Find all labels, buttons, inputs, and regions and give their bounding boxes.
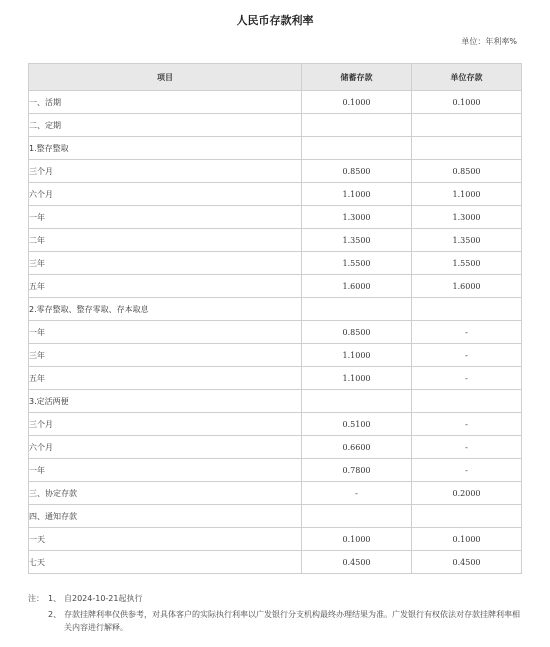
corporate-rate: - [412, 436, 522, 459]
notes-label: 注： [28, 594, 44, 603]
row-label: 七天 [29, 551, 302, 574]
row-label: 五年 [29, 367, 302, 390]
row-label: 三、协定存款 [29, 482, 302, 505]
table-row [29, 252, 522, 275]
table-row [29, 505, 522, 528]
row-label: 二、定期 [29, 114, 302, 137]
table-row [29, 137, 522, 160]
corporate-rate: 1.3500 [412, 229, 522, 252]
savings-rate: 1.1000 [302, 367, 412, 390]
corporate-rate: 0.2000 [412, 482, 522, 505]
row-label: 2.零存整取、整存零取、存本取息 [29, 298, 302, 321]
savings-rate: 0.4500 [302, 551, 412, 574]
row-label: 四、通知存款 [29, 505, 302, 528]
row-label: 三年 [29, 344, 302, 367]
table-row [29, 482, 522, 505]
corporate-rate [412, 390, 522, 413]
row-label: 1.整存整取 [29, 137, 302, 160]
row-label: 二年 [29, 229, 302, 252]
corporate-rate [412, 137, 522, 160]
savings-rate [302, 137, 412, 160]
page-title: 人民币存款利率 [236, 14, 314, 27]
row-label: 五年 [29, 275, 302, 298]
savings-rate: 1.1000 [302, 183, 412, 206]
savings-rate: 1.6000 [302, 275, 412, 298]
header-savings: 储蓄存款 [302, 64, 412, 91]
table-row [29, 183, 522, 206]
savings-rate: 0.1000 [302, 528, 412, 551]
savings-rate: - [302, 482, 412, 505]
row-label: 三个月 [29, 160, 302, 183]
row-label: 六个月 [29, 436, 302, 459]
savings-rate [302, 114, 412, 137]
row-label: 一年 [29, 321, 302, 344]
row-label: 三年 [29, 252, 302, 275]
note-number: 2、 [48, 610, 62, 619]
savings-rate [302, 298, 412, 321]
corporate-rate: - [412, 459, 522, 482]
savings-rate: 0.1000 [302, 91, 412, 114]
corporate-rate [412, 298, 522, 321]
row-label: 六个月 [29, 183, 302, 206]
corporate-rate: 0.4500 [412, 551, 522, 574]
corporate-rate [412, 114, 522, 137]
corporate-rate: 1.1000 [412, 183, 522, 206]
row-label: 一年 [29, 206, 302, 229]
savings-rate: 1.3000 [302, 206, 412, 229]
corporate-rate: - [412, 367, 522, 390]
row-label: 3.定活两便 [29, 390, 302, 413]
note-number: 1、 [48, 594, 62, 603]
deposit-rate-table [28, 63, 522, 574]
notes-section [28, 592, 522, 634]
corporate-rate: - [412, 413, 522, 436]
corporate-rate: 1.5500 [412, 252, 522, 275]
savings-rate: 0.7800 [302, 459, 412, 482]
row-label: 一年 [29, 459, 302, 482]
corporate-rate: - [412, 321, 522, 344]
table-header-row [29, 64, 522, 91]
savings-rate: 0.8500 [302, 160, 412, 183]
unit-label: 单位：年利率% [461, 37, 517, 46]
table-row [29, 344, 522, 367]
header-corporate: 单位存款 [412, 64, 522, 91]
savings-rate [302, 390, 412, 413]
note-item [48, 608, 522, 634]
table-row [29, 160, 522, 183]
corporate-rate: 1.6000 [412, 275, 522, 298]
savings-rate: 0.5100 [302, 413, 412, 436]
savings-rate: 0.6600 [302, 436, 412, 459]
savings-rate: 1.1000 [302, 344, 412, 367]
savings-rate: 1.3500 [302, 229, 412, 252]
corporate-rate: 0.1000 [412, 91, 522, 114]
corporate-rate: 0.8500 [412, 160, 522, 183]
table-row [29, 91, 522, 114]
savings-rate: 1.5500 [302, 252, 412, 275]
table-row [29, 390, 522, 413]
row-label: 一天 [29, 528, 302, 551]
corporate-rate [412, 505, 522, 528]
table-row [29, 298, 522, 321]
table-row [29, 206, 522, 229]
table-row [29, 321, 522, 344]
note-text: 自2024-10-21起执行 [64, 594, 143, 603]
table-row [29, 275, 522, 298]
savings-rate [302, 505, 412, 528]
table-row [29, 528, 522, 551]
corporate-rate: 0.1000 [412, 528, 522, 551]
table-row [29, 459, 522, 482]
row-label: 三个月 [29, 413, 302, 436]
corporate-rate: - [412, 344, 522, 367]
table-row [29, 436, 522, 459]
corporate-rate: 1.3000 [412, 206, 522, 229]
table-row [29, 551, 522, 574]
note-text: 存款挂牌利率仅供参考，对具体客户的实际执行利率以广发银行分支机构最终办理结果为准。广发银行有权依法对存款挂牌利率相关内容进行解释。 [64, 610, 520, 632]
savings-rate: 0.8500 [302, 321, 412, 344]
row-label: 一、活期 [29, 91, 302, 114]
table-row [29, 367, 522, 390]
note-item [48, 592, 522, 605]
table-row [29, 114, 522, 137]
table-row [29, 413, 522, 436]
header-item: 项目 [29, 64, 302, 91]
table-row [29, 229, 522, 252]
